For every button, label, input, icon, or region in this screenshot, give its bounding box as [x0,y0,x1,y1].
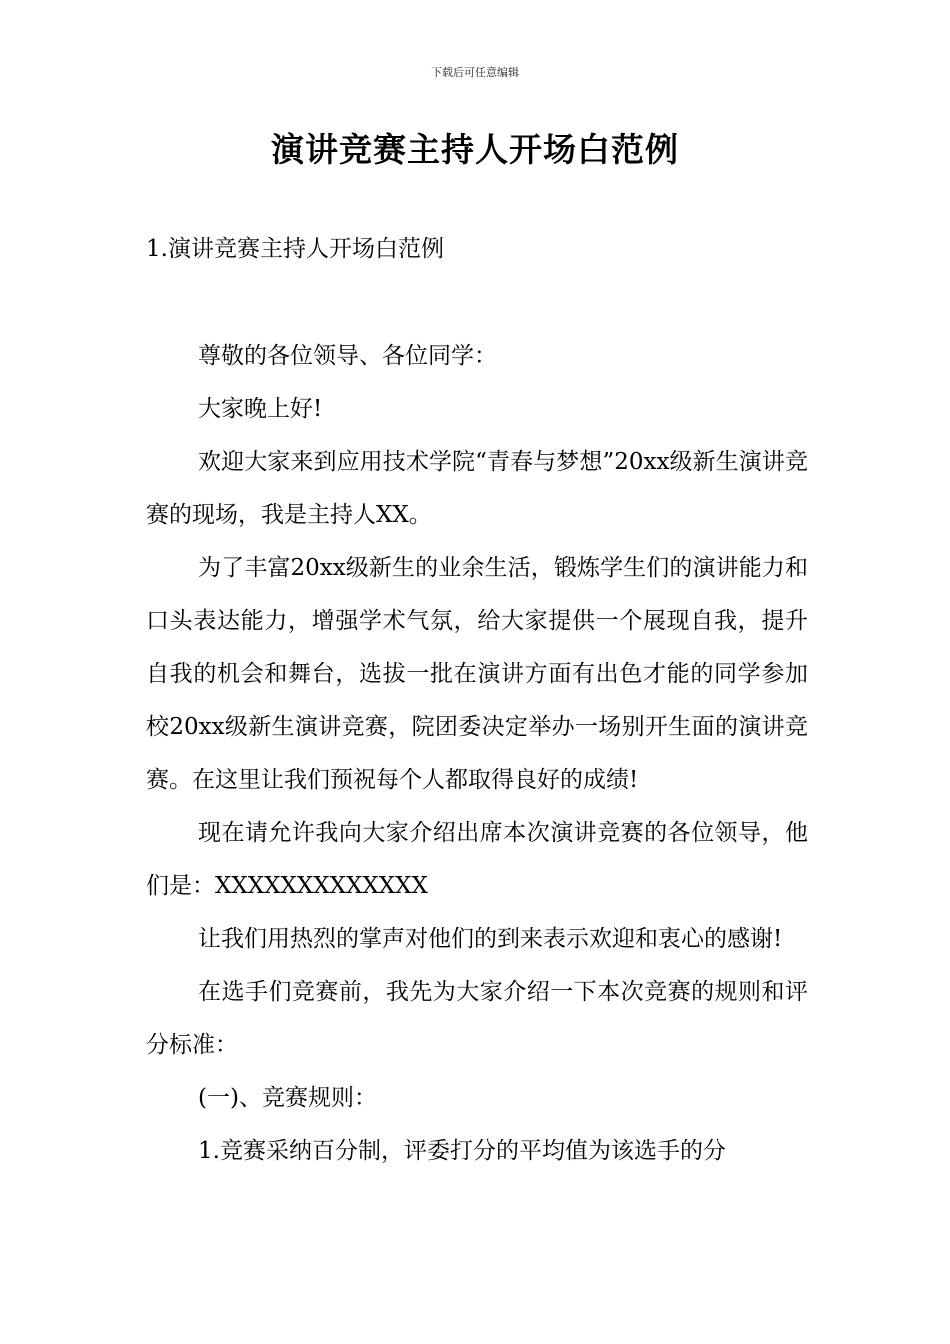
page-header-note: 下载后可任意编辑 [431,66,519,79]
paragraph-welcome: 欢迎大家来到应用技术学院“青春与梦想”20xx级新生演讲竞赛的现场，我是主持人XX。 [146,449,808,528]
document-title: 演讲竞赛主持人开场白范例 [271,130,679,169]
paragraph-introduce-leaders: 现在请允许我向大家介绍出席本次演讲竞赛的各位领导，他们是：XXXXXXXXXXXXX [146,820,808,899]
paragraph-applause: 让我们用热烈的掌声对他们的到来表示欢迎和衷心的感谢! [198,926,783,952]
paragraph-greeting: 大家晚上好! [198,396,323,422]
section-heading: 1.演讲竞赛主持人开场白范例 [146,236,444,262]
paragraph-salutation: 尊敬的各位领导、各位同学： [198,343,497,369]
paragraph-rules-heading: (一)、竞赛规则： [198,1085,377,1111]
paragraph-rules-intro: 在选手们竞赛前，我先为大家介绍一下本次竞赛的规则和评分标准： [146,979,808,1058]
document-body [146,330,808,1178]
paragraph-rule-1: 1.竞赛采纳百分制，评委打分的平均值为该选手的分 [198,1138,726,1164]
paragraph-purpose: 为了丰富20xx级新生的业余生活，锻炼学生们的演讲能力和口头表达能力，增强学术气氛，给大家提供一个展现自我，提升自我的机会和舞台，选拔一批在演讲方面有出色才能的同学参加校20xx级新生演讲竞赛，院团委决定举办一场别开生面的演讲竞赛。在这里让我们预祝每个人都取得良好的成绩! [146,555,808,793]
